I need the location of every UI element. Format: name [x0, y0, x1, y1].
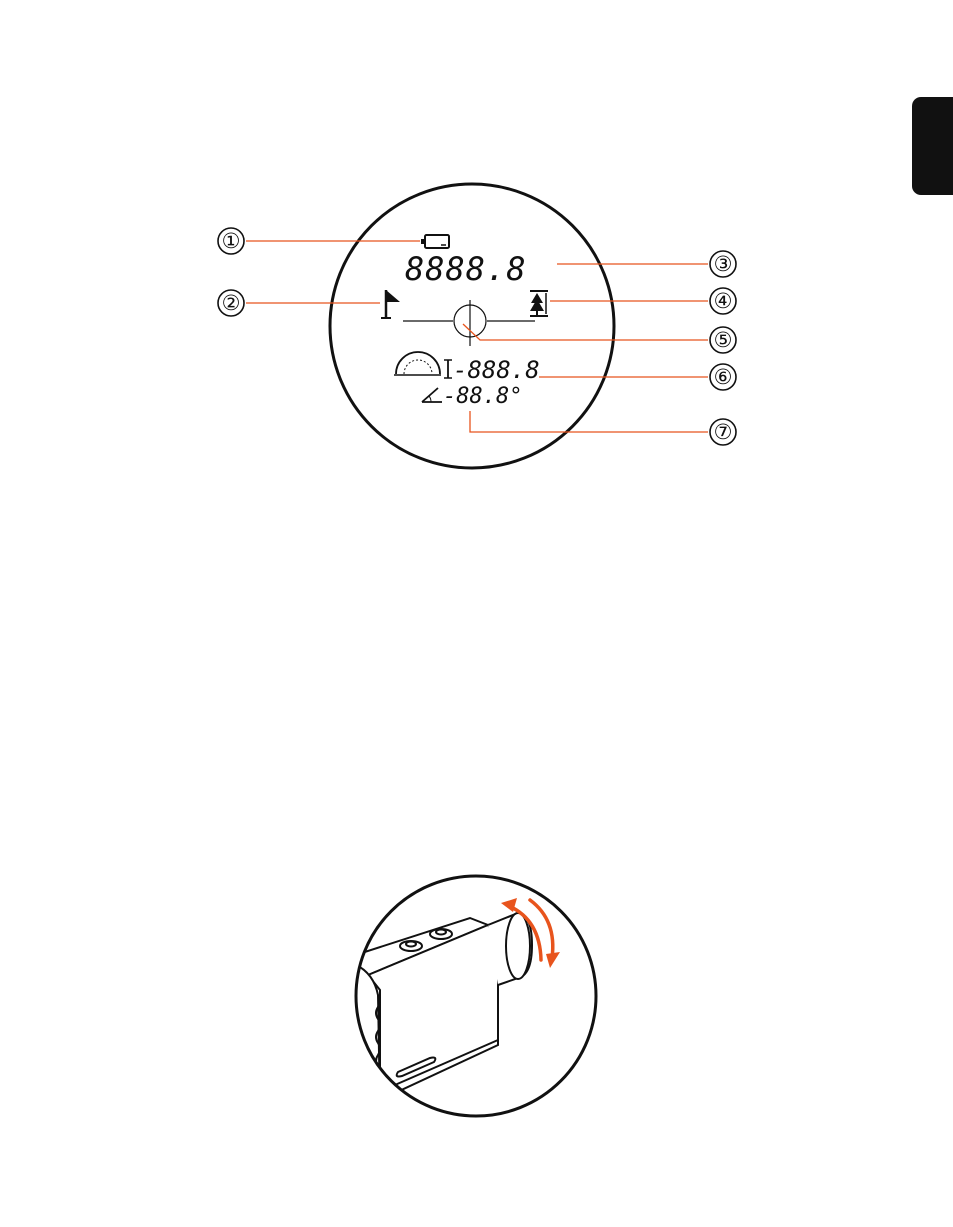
callout-1 — [218, 228, 244, 254]
callout-6-label: ⑥ — [713, 365, 733, 389]
angle-icon — [422, 388, 442, 402]
secondary-readout: -888.8 — [453, 356, 540, 384]
callout-4-label: ④ — [713, 289, 733, 313]
height-bar-icon — [444, 360, 452, 378]
flag-icon — [381, 290, 400, 318]
callout-5-leader — [463, 324, 708, 340]
crosshair-icon — [403, 300, 535, 346]
callout-7-label: ⑦ — [713, 420, 733, 444]
callout-6 — [710, 364, 736, 390]
callout-7 — [710, 419, 736, 445]
callout-1-label: ① — [221, 229, 241, 253]
callout-5-label: ⑤ — [713, 328, 733, 352]
tree-height-icon — [530, 291, 548, 316]
eyepiece-circle — [330, 184, 614, 468]
eyepiece-display — [330, 184, 614, 468]
callout-3-label: ③ — [713, 252, 733, 276]
main-readout: 8888.8 — [405, 250, 527, 288]
callout-5 — [710, 327, 736, 353]
callout-4 — [710, 288, 736, 314]
callout-2 — [218, 290, 244, 316]
battery-icon — [421, 235, 449, 248]
callout-7-leader — [470, 411, 708, 432]
slope-arc-icon — [394, 352, 441, 375]
callout-2-label: ② — [221, 291, 241, 315]
callout-3 — [710, 251, 736, 277]
angle-readout: -88.8° — [443, 384, 523, 409]
diopter-illustration — [340, 876, 596, 1120]
